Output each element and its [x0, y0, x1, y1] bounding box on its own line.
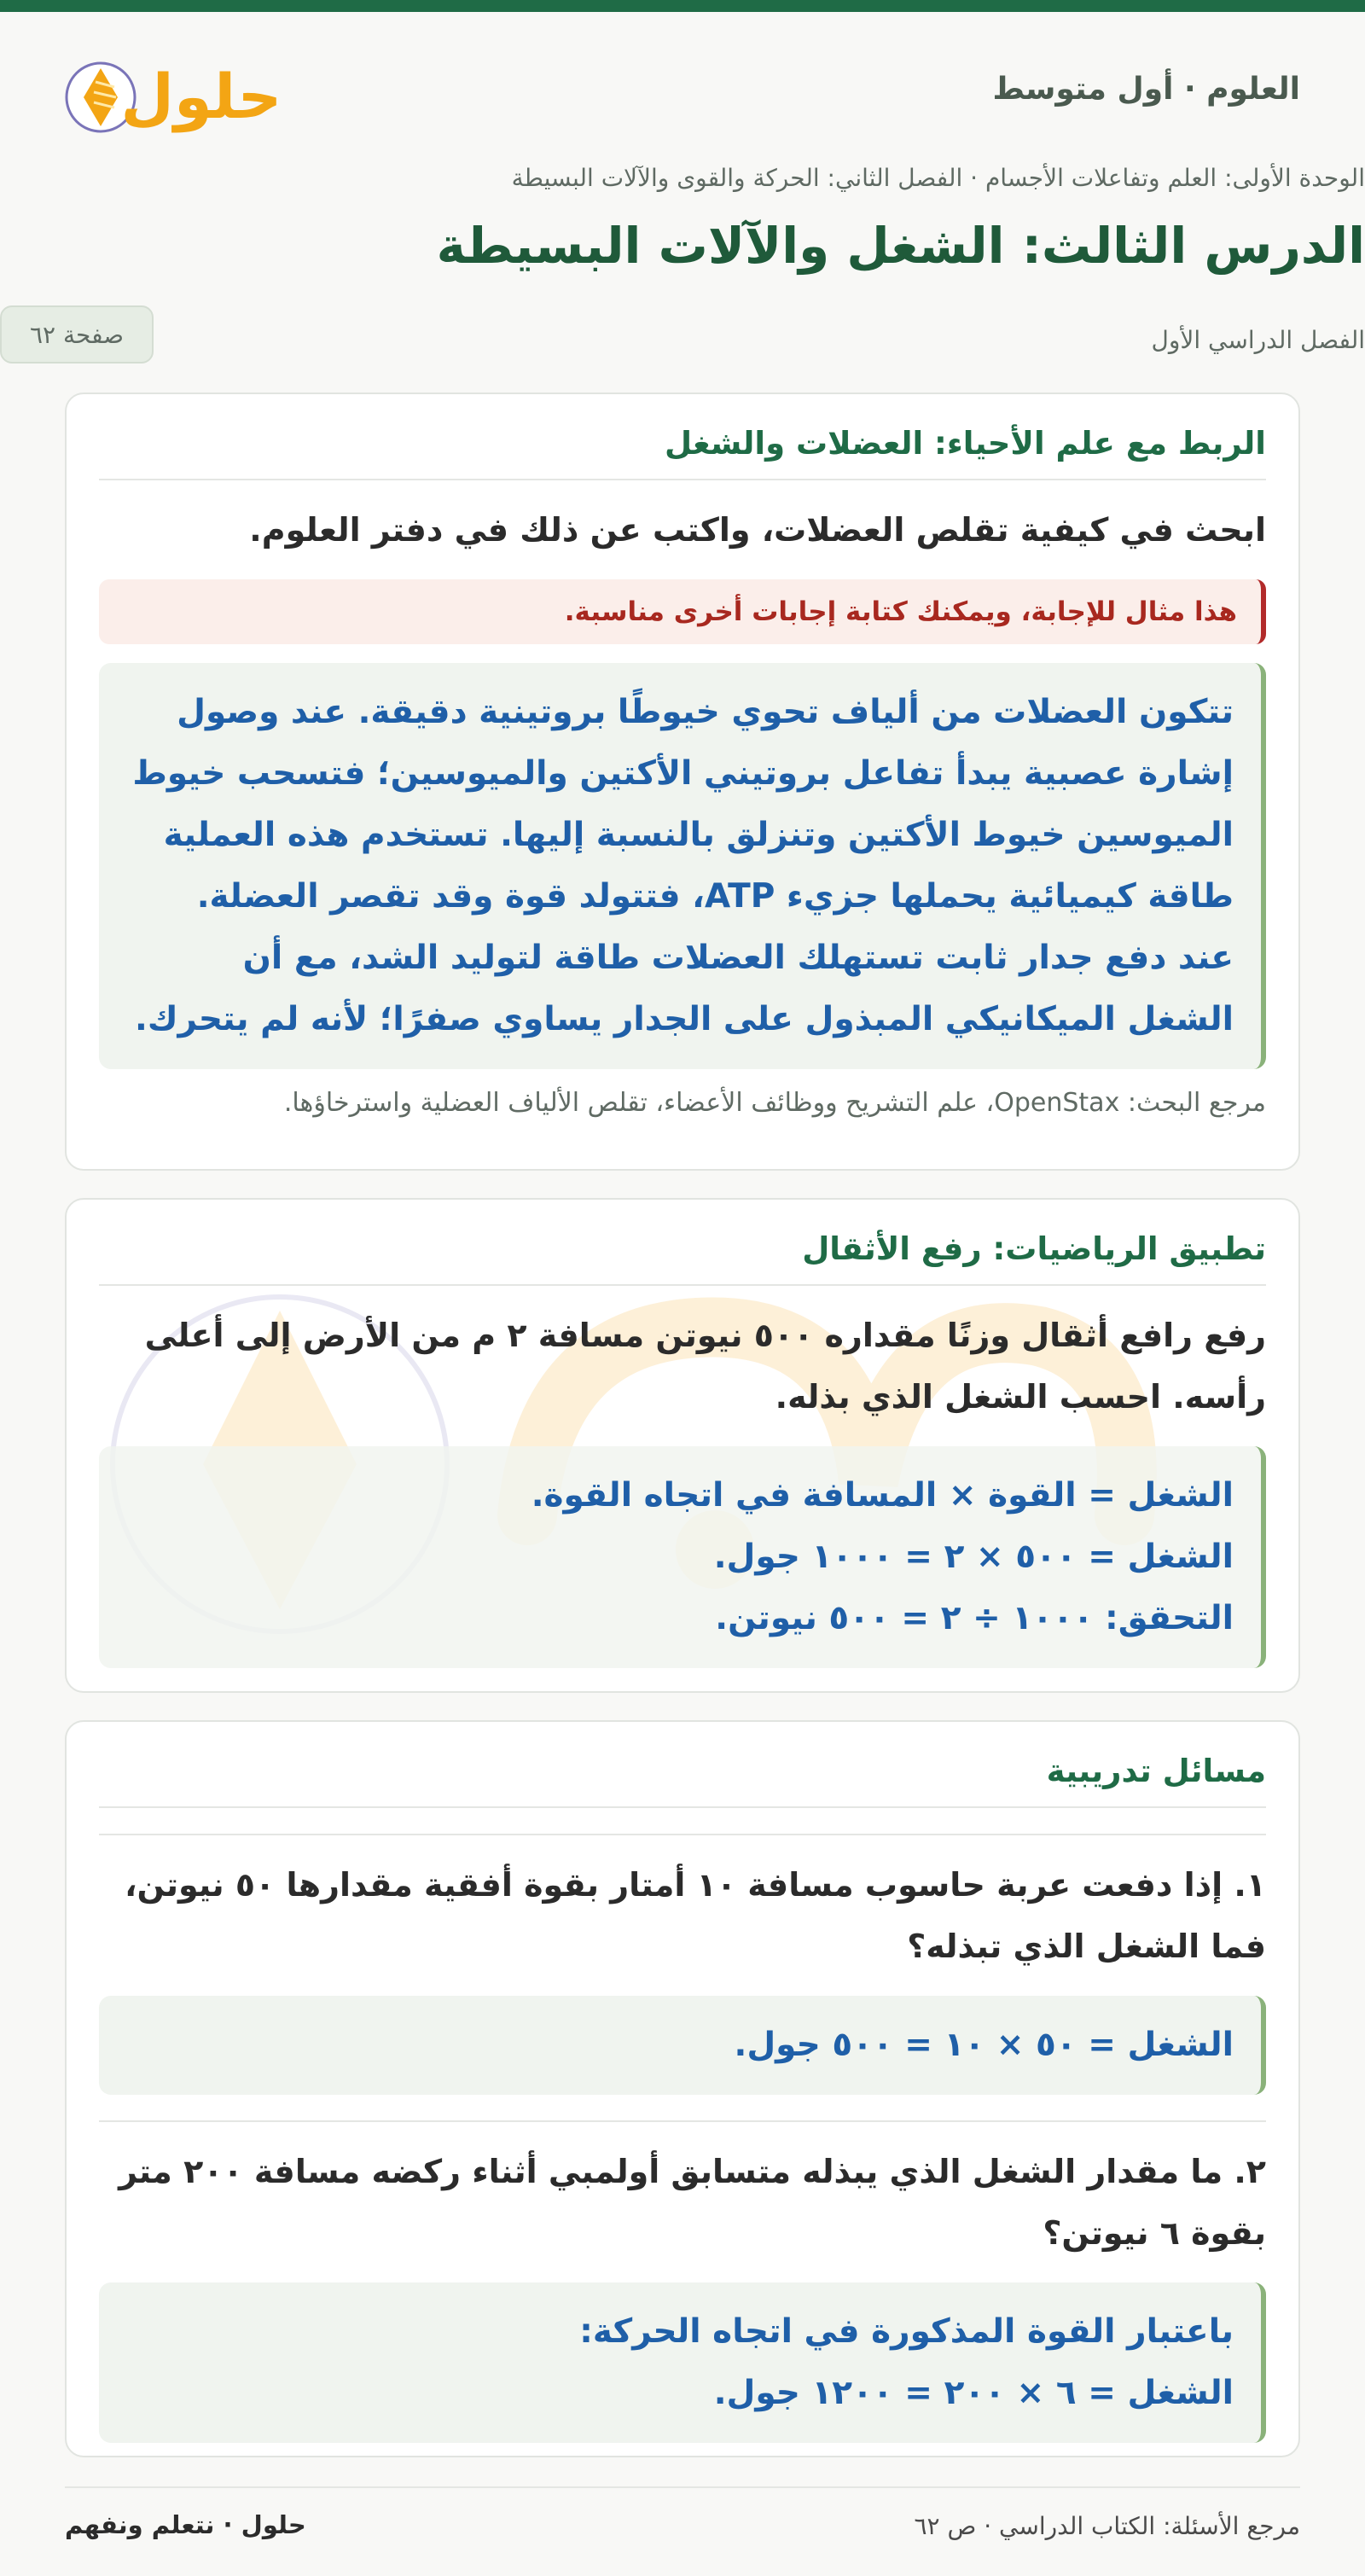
research-reference: مرجع البحث: OpenStax، علم التشريح ووظائف الأعضاء، تقلص الألياف العضلية واسترخاؤها.	[283, 1088, 1266, 1118]
logo-text: حلول	[120, 61, 282, 132]
sample-answer-note: هذا مثال للإجابة، ويمكنك كتابة إجابات أخرى مناسبة.	[99, 579, 1266, 644]
card-title: الربط مع علم الأحياء: العضلات والشغل	[99, 394, 1266, 480]
answer-line: الشغل = ٦ × ٢٠٠ = ١٢٠٠ جول.	[713, 2374, 1234, 2412]
answer-line: الشغل = ٥٠ × ١٠ = ٥٠٠ جول.	[734, 2026, 1234, 2064]
question-text: رفع رافع أثقال وزنًا مقداره ٥٠٠ نيوتن مسافة ٢ م من الأرض إلى أعلى رأسه. احسب الشغل الذي بذله.	[144, 1317, 1266, 1416]
answer-box	[99, 663, 1266, 1069]
answer-line: الشغل = ٥٠٠ × ٢ = ١٠٠٠ جول.	[713, 1538, 1234, 1576]
divider	[99, 2120, 1266, 2122]
question-text: ابحث في كيفية تقلص العضلات، واكتب عن ذلك في دفتر العلوم.	[249, 511, 1266, 549]
answer-box	[99, 1446, 1266, 1668]
footer-brand: حلول · نتعلم ونفهم	[65, 2510, 306, 2539]
breadcrumb: الوحدة الأولى: العلم وتفاعلات الأجسام · الفصل الثاني: الحركة والقوى والآلات البسيطة	[511, 164, 1365, 192]
answer-line: الشغل الميكانيكي المبذول على الجدار يساوي صفرًا؛ لأنه لم يتحرك.	[135, 1000, 1234, 1038]
answer-line: عند دفع جدار ثابت تستهلك العضلات طاقة لتوليد الشد، مع أن	[242, 939, 1234, 977]
semester-label: الفصل الدراسي الأول	[1151, 326, 1365, 354]
answer-box	[99, 2282, 1266, 2443]
answer-box	[99, 1996, 1266, 2095]
answer-line: الميوسين خيوط الأكتين وتنزلق بالنسبة إليها. تستخدم هذه العملية	[163, 816, 1234, 854]
page-title: الدرس الثالث: الشغل والآلات البسيطة	[436, 217, 1365, 275]
math-card	[65, 1198, 1300, 1693]
header	[65, 12, 1300, 157]
card-title: تطبيق الرياضيات: رفع الأثقال	[99, 1200, 1266, 1286]
footer-divider	[65, 2486, 1300, 2488]
question-text: ١. إذا دفعت عربة حاسوب مسافة ١٠ أمتار بقوة أفقية مقدارها ٥٠ نيوتن، فما الشغل الذي تبذله؟	[125, 1866, 1266, 1965]
answer-line: الشغل = القوة × المسافة في اتجاه القوة.	[531, 1476, 1234, 1515]
biology-card	[65, 393, 1300, 1171]
answer-line: تتكون العضلات من ألياف تحوي خيوطًا بروتينية دقيقة. عند وصول	[177, 693, 1234, 731]
card-title: مسائل تدريبية	[99, 1722, 1266, 1808]
question-text: ٢. ما مقدار الشغل الذي يبذله متسابق أولمبي أثناء ركضه مسافة ٢٠٠ متر بقوة ٦ نيوتن؟	[119, 2153, 1266, 2252]
practice-card	[65, 1720, 1300, 2457]
logo-icon[interactable]	[65, 44, 295, 147]
subject-label: العلوم · أول متوسط	[992, 72, 1300, 107]
divider	[99, 1834, 1266, 1835]
answer-line: إشارة عصبية يبدأ تفاعل بروتيني الأكتين والميوسين؛ فتسحب خيوط	[132, 754, 1234, 793]
answer-line: طاقة كيميائية يحملها جزيء ATP، فتتولد قوة وقد تقصر العضلة.	[196, 877, 1234, 916]
answer-line: باعتبار القوة المذكورة في اتجاه الحركة:	[579, 2312, 1234, 2351]
page-number-badge: صفحة ٦٢	[0, 305, 154, 363]
footer-reference: مرجع الأسئلة: الكتاب الدراسي · ص ٦٢	[914, 2512, 1300, 2540]
top-accent-bar	[0, 0, 1365, 12]
answer-line: التحقق: ١٠٠٠ ÷ ٢ = ٥٠٠ نيوتن.	[715, 1599, 1234, 1637]
